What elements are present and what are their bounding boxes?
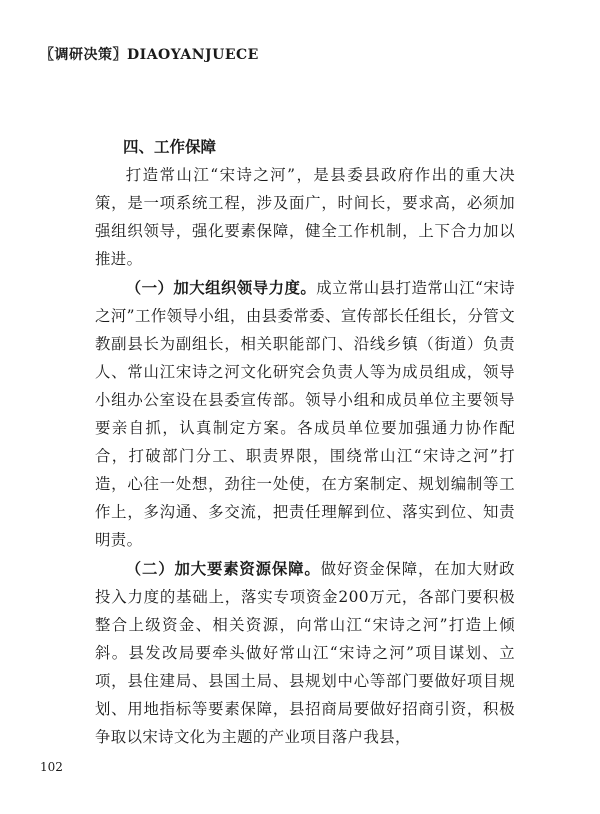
intro-paragraph: 打造常山江“宋诗之河”，是县委县政府作出的重大决策，是一项系统工程，涉及面广，时间长，要求高，必须加强组织领导，强化要素保障，健全工作机制，上下合力加以推进。 bbox=[95, 166, 515, 268]
paragraph-body: 做好资金保障，在加大财政投入力度的基础上，落实专项资金200万元，各部门要积极整合上级资金、相关资源，向常山江“宋诗之河”打造上倾斜。县发改局要牵头做好常山江“宋诗之河”项目谋划、立项，县住建局、县国土局、县规划中心等部门要做好项目规划、用地指标等要素保障，县招商局要做好招商引资，积极争取以宋诗文化为主题的产业项目落户我县， bbox=[95, 560, 515, 746]
paragraph-org-leadership bbox=[95, 274, 515, 554]
page-number: 102 bbox=[40, 760, 63, 774]
paragraph-body: 成立常山县打造常山江“宋诗之河”工作领导小组，由县委常委、宣传部长任组长，分管文教副县长为副组长，相关职能部门、沿线乡镇（街道）负责人、常山江宋诗之河文化研究会负责人等为成员组成，领导小组办公室设在县委宣传部。领导小组和成员单位主要领导要亲自抓，认真制定方案。各成员单位要加强通力协作配合，打破部门分工、职责界限，围绕常山江“宋诗之河”打造，心往一处想，劲往一处使，在方案制定、规划编制等工作上，多沟通、多交流，把责任理解到位、落实到位、知责明责。 bbox=[95, 279, 515, 549]
article-body bbox=[95, 133, 515, 751]
running-header: 〖调研决策〗DIAOYANJUECE bbox=[40, 47, 259, 63]
section-title: 四、工作保障 bbox=[123, 138, 217, 156]
paragraph-lead: （二）加大要素资源保障。 bbox=[125, 560, 321, 578]
paragraph-resource-guarantee bbox=[95, 555, 515, 751]
paragraph-lead: （一）加大组织领导力度。 bbox=[125, 279, 317, 297]
